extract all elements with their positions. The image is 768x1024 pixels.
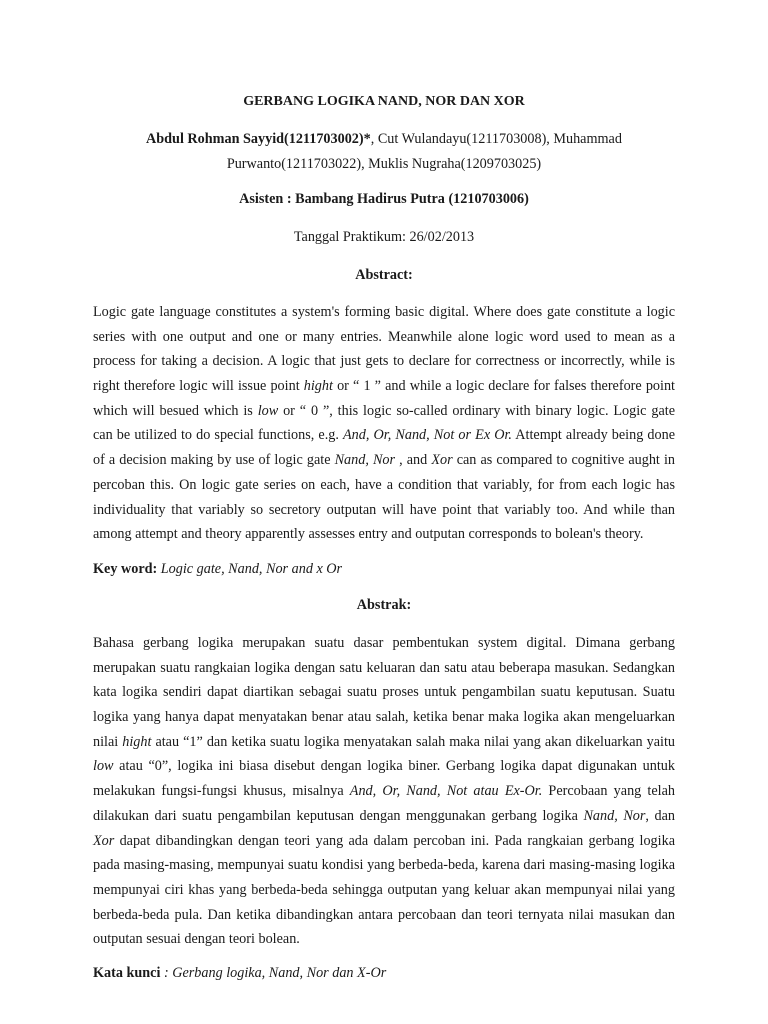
- abstrak-line: low atau “0”, logika ini biasa disebut dengan logika biner. Gerbang logika dapat digunakan untuk: [93, 758, 675, 775]
- assistant-line: Asisten : Bambang Hadirus Putra (1210703006): [239, 191, 529, 207]
- abstract-line: which will besued which is low or “ 0 ”, this logic so-called ordinary with binary logic. Logic gate: [93, 402, 675, 419]
- co-authors: , Cut Wulandayu(1211703008), Muhammad: [370, 131, 622, 147]
- abstract-line: process for taking a decision. A logic that just gets to declare for correctness or incorrectly, while is: [93, 353, 675, 370]
- abstrak-line: nilai hight atau “1” dan ketika suatu logika menyatakan salah maka nilai yang akan dikeluarkan yaitu: [93, 733, 675, 750]
- keyword-list: Logic gate, Nand, Nor and x Or: [157, 561, 343, 577]
- abstrak-line: Bahasa gerbang logika merupakan suatu dasar pembentukan system digital. Dimana gerbang: [93, 635, 675, 651]
- author-line-1: [60, 127, 708, 152]
- abstrak-keywords: [93, 965, 386, 982]
- abstrak-line: Xor dapat dibandingkan dengan teori yang ada dalam percoban ini. Pada rangkaian gerbang logika: [93, 832, 675, 849]
- abstrak-body: [93, 631, 675, 952]
- abstract-line: individuality that variably so secretory outputan will have point that variably too. And while than: [93, 501, 675, 518]
- abstract-line: right therefore logic will issue point hight or “ 1 ” and while a logic declare for falses therefore point: [93, 378, 675, 395]
- abstract-line: Logic gate language constitutes a system's forming basic digital. Where does gate constitute a logic: [93, 304, 675, 320]
- paper-title: GERBANG LOGIKA NAND, NOR DAN XOR: [243, 94, 525, 109]
- abstract-line: series with one output and one or many entries. Meanwhile alone logic word used to mean as a: [93, 328, 675, 345]
- abstrak-heading: Abstrak:: [356, 597, 412, 613]
- abstract-line: percoban this. On logic gate series on each, have a condition that variably, for from each logic has: [93, 476, 675, 493]
- abstrak-line: dilakukan dari suatu pengambilan keputusan dengan menggunakan gerbang logika Nand, Nor, dan: [93, 807, 675, 824]
- lead-author: Abdul Rohman Sayyid(1211703002)*: [146, 131, 371, 147]
- abstract-line: can be utilized to do special functions, e.g. And, Or, Nand, Not or Ex Or. Attempt already being done: [93, 427, 675, 444]
- abstrak-line: outputan sesuai dengan teori bolean.: [93, 931, 300, 948]
- abstract-line: of a decision making by use of logic gate Nand, Nor , and Xor can as compared to cognitive aught in: [93, 452, 675, 469]
- author-list: [60, 127, 708, 177]
- abstrak-line: mempunyai ciri khas yang berbeda-beda sehingga outputan yang keluar akan mempunyai nilai yang: [93, 881, 675, 898]
- kata-kunci-label: Kata kunci: [93, 965, 161, 981]
- abstrak-line: kata logika sendiri dapat diartikan sebagai suatu proses untuk pengambilan suatu keputusan. Suatu: [93, 684, 675, 701]
- abstrak-line: pada masing-masing, mempunyai suatu kondisi yang berbeda-beda, karena dari masing-masing logika: [93, 857, 675, 874]
- practicum-date: Tanggal Praktikum: 26/02/2013: [293, 229, 475, 245]
- abstract-line: among attempt and theory apparently assesses entry and outputan corresponds to bolean's theory.: [93, 526, 644, 543]
- abstrak-line: merupakan suatu rangkaian logika dengan satu keluaran dan satu atau beberapa masukan. Sedangkan: [93, 659, 675, 676]
- author-line-2: Purwanto(1211703022), Muklis Nugraha(1209703025): [226, 156, 542, 172]
- abstrak-line: logika yang hanya dapat menyatakan benar atau salah, ketika benar maka logika akan mengeluarkan: [93, 709, 675, 726]
- abstract-keywords: [93, 561, 342, 578]
- kata-kunci-list: : Gerbang logika, Nand, Nor dan X-Or: [160, 965, 387, 981]
- abstrak-line: melakukan fungsi-fungsi khusus, misalnya And, Or, Nand, Not atau Ex-Or. Percobaan yang telah: [93, 783, 676, 800]
- keyword-label: Key word:: [93, 561, 158, 577]
- abstract-body: [93, 300, 675, 547]
- abstract-heading: Abstract:: [355, 267, 413, 283]
- abstrak-line: berbeda-beda pula. Dan ketika dibandingkan antara percobaan dan teori ternyata nilai masukan dan: [93, 906, 675, 923]
